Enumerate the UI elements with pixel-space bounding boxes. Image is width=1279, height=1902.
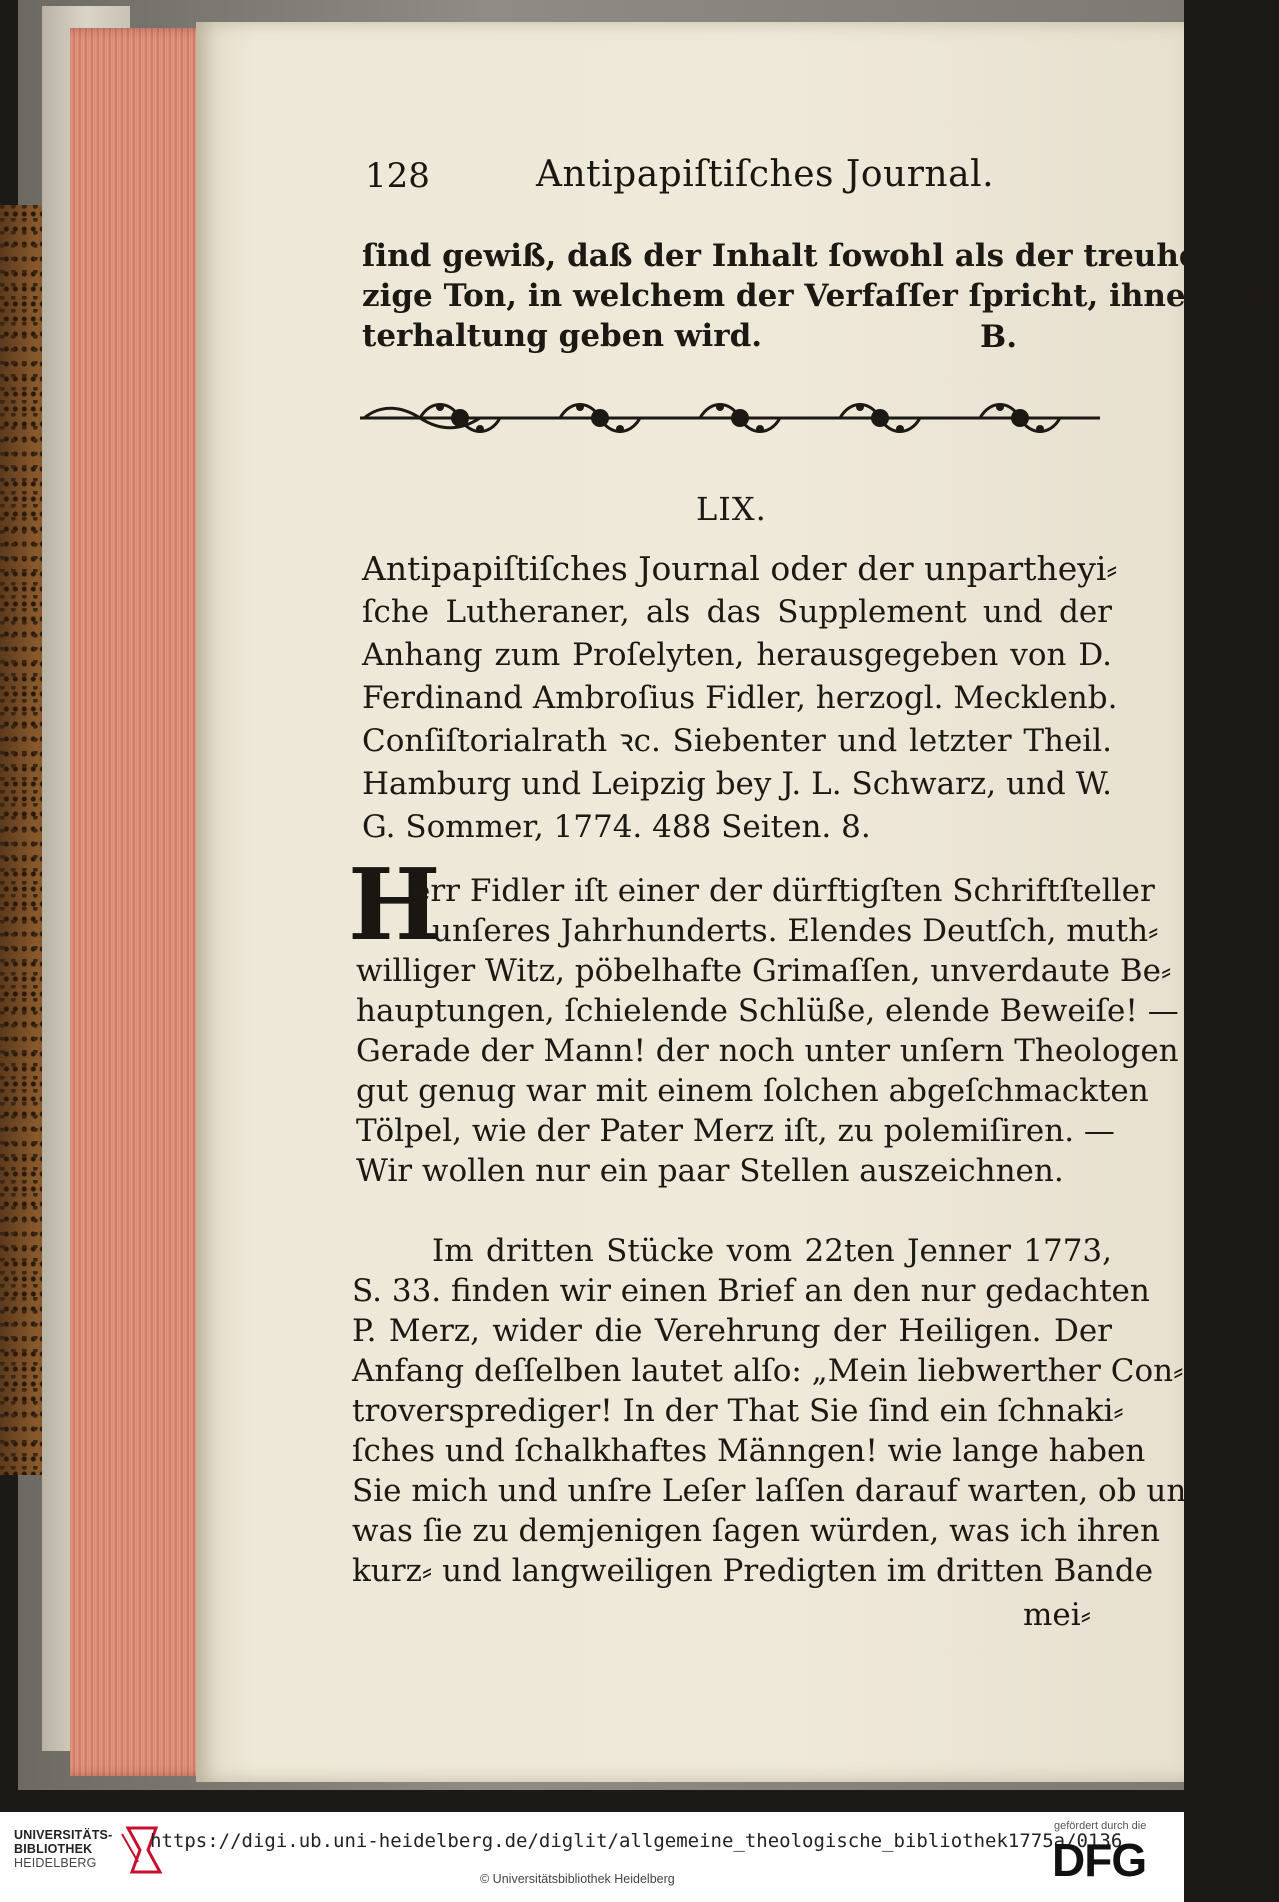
top-paragraph-line: terhaltung geben wird.: [362, 318, 763, 354]
top-paragraph-line: ſind gewiß, daß der Inhalt ſowohl als der treuher⸗: [362, 238, 1226, 274]
drop-cap: H: [348, 848, 441, 963]
ornament-divider: [360, 395, 1100, 441]
paragraph-line: Wir wollen nur ein paar Stellen auszeichnen.: [356, 1153, 1064, 1189]
paragraph-line: troversprediger! In der That Sie ſind ein ſchnaki⸗: [352, 1393, 1124, 1429]
library-name-line: BIBLIOTHEK: [14, 1842, 93, 1856]
paragraph-line: err Fidler iſt einer der dürftigſten Schriftſteller: [412, 873, 1155, 909]
paragraph-line: hauptungen, ſchielende Schlüße, elende Beweiſe! —: [356, 993, 1179, 1029]
top-paragraph-line: zige Ton, in welchem der Verfaſſer ſpricht, ihnen Un⸗: [362, 278, 1279, 314]
library-logo: [14, 1828, 124, 1870]
page-number: 128: [365, 156, 430, 196]
dfg-logo: DFG: [1052, 1834, 1147, 1886]
footer-bar: [0, 1812, 1184, 1902]
title-line: Ferdinand Ambroſius Fidler, herzogl. Mecklenb.: [362, 680, 1118, 716]
title-line: Antipapiſtiſches Journal oder der unpartheyi⸗: [362, 549, 1118, 588]
title-line: Anhang zum Proſelyten, herausgegeben von D.: [362, 637, 1112, 673]
paragraph-line: Tölpel, wie der Pater Merz iſt, zu polemiſiren. —: [356, 1113, 1115, 1149]
title-line: Hamburg und Leipzig bey J. L. Schwarz, und W.: [362, 766, 1112, 802]
paragraph-line: S. 33. finden wir einen Brief an den nur gedachten: [352, 1273, 1150, 1309]
title-line: ſche Lutheraner, als das Supplement und der: [362, 594, 1112, 630]
paragraph-line: kurz⸗ und langweiligen Predigten im dritten Bande: [352, 1553, 1154, 1589]
running-head: Antipapiſtiſches Journal.: [536, 154, 995, 195]
paragraph-line: Im dritten Stücke vom 22ten Jenner 1773,: [432, 1233, 1112, 1269]
library-name-line: UNIVERSITÄTS-: [14, 1828, 113, 1842]
title-line: G. Sommer, 1774. 488 Seiten. 8.: [362, 809, 871, 845]
paragraph-line: gut genug war mit einem ſolchen abgeſchmackten: [356, 1073, 1149, 1109]
paragraph-line: unſeres Jahrhunderts. Elendes Deutſch, muth⸗: [432, 913, 1159, 949]
dfg-label: gefördert durch die: [1054, 1820, 1147, 1832]
paragraph-line: williger Witz, pöbelhafte Grimaſſen, unverdaute Be⸗: [356, 953, 1172, 989]
catchword: mei⸗: [1023, 1597, 1091, 1633]
paragraph-line: was ſie zu demjenigen ſagen würden, was ich ihren: [352, 1513, 1160, 1549]
source-url-link[interactable]: https://digi.ub.uni-heidelberg.de/diglit/allgemeine_theologische_bibliothek1775a/0136: [150, 1830, 1123, 1852]
title-line: Conſiſtorialrath ꝛc. Siebenter und letzter Theil.: [362, 723, 1112, 759]
paragraph-line: P. Merz, wider die Verehrung der Heiligen. Der: [352, 1313, 1112, 1349]
paragraph-line: Anfang deſſelben lautet alſo: „Mein liebwerther Con⸗: [352, 1353, 1184, 1389]
paragraph-line: ſches und ſchalkhaftes Männgen! wie lange haben: [352, 1433, 1146, 1469]
paragraph-line: Sie mich und unſre Leſer laſſen darauf warten, ob und: [352, 1473, 1207, 1509]
paragraph-line: Gerade der Mann! der noch unter unſern Theologen: [356, 1033, 1179, 1069]
library-name-line: HEIDELBERG: [14, 1856, 97, 1870]
entry-number: LIX.: [696, 490, 767, 528]
signature: B.: [980, 319, 1017, 355]
copyright-text: © Universitätsbibliothek Heidelberg: [480, 1872, 675, 1886]
